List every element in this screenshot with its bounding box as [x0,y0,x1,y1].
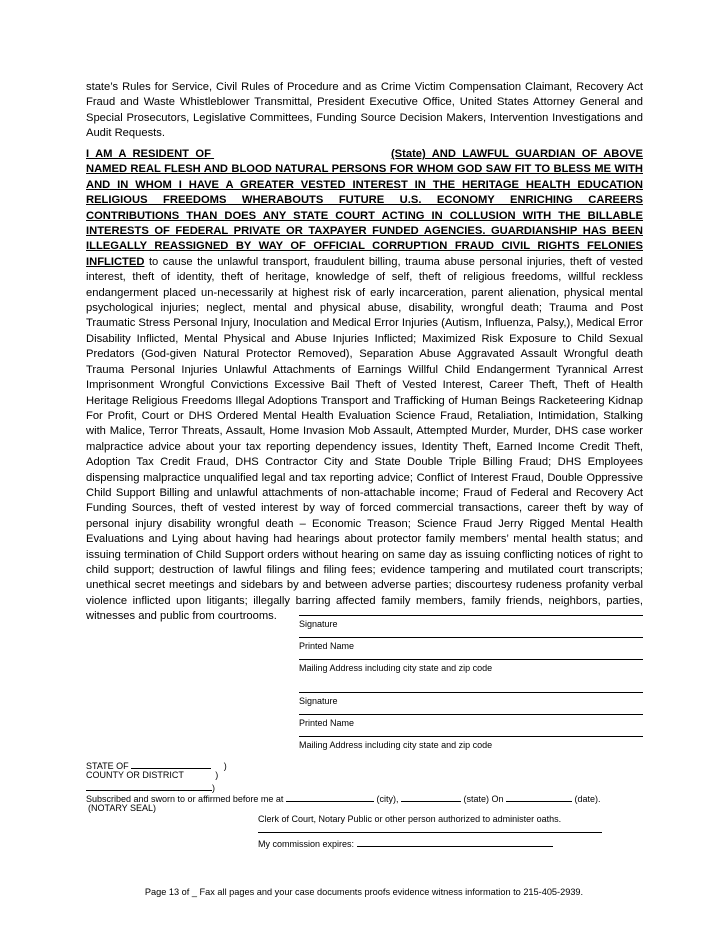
county-line [86,770,218,781]
state-label: (state) On [463,794,504,804]
state-of-label: STATE OF [86,761,129,771]
intro-paragraph: state’s Rules for Service, Civil Rules of Procedure and as Crime Victim Compensation Claimant, Recovery Act Fraud and Waste Whistleblower Transmittal, President Executive Office, United States Attorney General and Special Prosecutors, Legislative Committees, Funding Source Decision Makers, Intervention Investigations and Audit Requests. [86,81,643,140]
declaration-paragraph [86,147,643,625]
state-of-blank[interactable] [131,759,211,769]
grievance-text: to cause the unlawful transport, fraudulent billing, trauma abuse personal injuries, theft of vested interest, theft of identity, theft of heritage, knowledge of self, theft of religious freedoms, willful reckless endangerment placed un-necessarily at highest risk of early incarceration, parent alienation, physical mental psychological injuries; neglect, mental and physical abuse, disability, wrongful death; Trauma and Post Traumatic Stress Personal Injury, Inoculation and Medical Error Injuries (Autism, Influenza, Palsy,), Medical Error Disability Inflicted, Mental Physical and Abuse Injuries Inflicted; Maximized Risk Exposure to Child Sexual Predators (God-given Natural Protector Removed), Separation Abuse Aggravated Assault Wrongful death Trauma Personal Injuries Unlawful Attachments of Earnings Willful Child Endangerment Tyrannical Arrest Imprisonment Wrongful Convictions Excessive Bail Theft of Vested Interest, Career Theft, Theft of Health Heritage Religious Freedoms Illegal Adoptions Transport and Trafficking of Human Beings Racketeering Kidnap For Profit, Court or DHS Ordered Mental Health Evaluation Science Fraud, Retaliation, Intimidation, Stalking with Malice, Terror Threats, Assault, Home Invasion Mob Assault, Attempted Murder, Murder, DHS case worker malpractice advice about your tax reporting dependency issues, Identity Theft, Earned Income Credit Theft, Adoption Tax Credit Fraud, DHS Contractor City and State Double Triple Billing Fraud; DHS Employees dispensing malpractice unqualified legal and tax reporting advice; Conflict of Interest Fraud, Double Oppressive Child Support Billing and unlawful attachments of non-attachable income; Fraud of Federal and Recovery Act Funding Sources, theft of vested interest by way of forced commercial transactions, career theft by way of personal injury disability wrongful death – Economic Treason; Science Fraud Jerry Rigged Mental Health Evaluations and Lying about having had hearings about protector family members’ mental health status; and issuing termination of Child Support orders without hearing on same day as issuing conflicting notices of right to child support; destruction of lawful filings and filing fees; evidence tampering and mutilated court transcripts; unethical secret meetings and sidebars by and between adverse parties; discourtesy rudeness profanity verbal violence inflicted upon litigants; illegally barring affected family members, family friends, neighbors, parties, witnesses and public from courtrooms. [86,255,643,623]
mailing-address-line-2[interactable] [299,736,643,750]
clerk-text: Clerk of Court, Notary Public or other person authorized to administer oaths. [258,814,562,824]
resident-declaration-prefix: I AM A RESIDENT OF [86,148,211,160]
city-blank[interactable] [286,792,374,802]
signature-label: Signature [299,619,338,629]
resident-declaration-text: (State) AND LAWFUL GUARDIAN OF ABOVE NAMED REAL FLESH AND BLOOD NATURAL PERSONS FOR WHOM GOD SAW FIT TO BLESS ME WITH AND IN WHOM I HAVE A GREATER VESTED INTEREST IN THE HERITAGE HEALTH EDUCATION RELIGIOUS FREEDOMS WHERABOUTS FUTURE U.S. ECONOMY ENRICHING CAREERS CONTRIBUTIONS THAN DOES ANY STATE COURT ACTING IN COLLUSION WITH THE BILLABLE INTERESTS OF FEDERAL PRIVATE OR TAXPAYER FUNDED AGENCIES. GUARDIANSHIP HAS BEEN ILLEGALLY REASSIGNED BY WAY OF OFFICIAL CORRUPTION FRAUD CIVIL RIGHTS FELONIES INFLICTED [86,148,644,268]
bracket: ) [212,783,215,793]
subscribed-line [86,792,601,805]
state-blank[interactable] [211,147,391,162]
county-label: COUNTY OR DISTRICT [86,770,184,780]
date-blank[interactable] [506,792,572,802]
clerk-signature-line[interactable] [258,832,602,833]
subscribed-label: Subscribed and sworn to or affirmed before me at [86,794,284,804]
printed-name-label: Printed Name [299,718,355,728]
signature-line-2[interactable] [299,692,643,706]
mailing-address-label: Mailing Address including city state and zip code [299,663,493,673]
commission-blank[interactable] [357,837,553,847]
page-footer: Page 13 of _ Fax all pages and your case documents proofs evidence witness information to 215-405-2939. [144,887,584,897]
signature-label: Signature [299,696,338,706]
printed-name-line-2[interactable] [299,714,643,728]
commission-line [258,837,553,850]
bracket: ) [215,770,219,780]
mailing-address-label: Mailing Address including city state and zip code [299,740,493,750]
bracket: ) [223,761,227,771]
commission-label: My commission expires: [258,839,355,849]
signature-line-1[interactable] [299,615,643,629]
printed-name-label: Printed Name [299,641,355,651]
city-label: (city), [376,794,399,804]
printed-name-line-1[interactable] [299,637,643,651]
date-label: (date). [574,794,601,804]
county-blank[interactable] [86,781,212,791]
notary-seal: (NOTARY SEAL) [88,803,157,813]
state-blank-notary[interactable] [401,792,461,802]
mailing-address-line-1[interactable] [299,659,643,673]
